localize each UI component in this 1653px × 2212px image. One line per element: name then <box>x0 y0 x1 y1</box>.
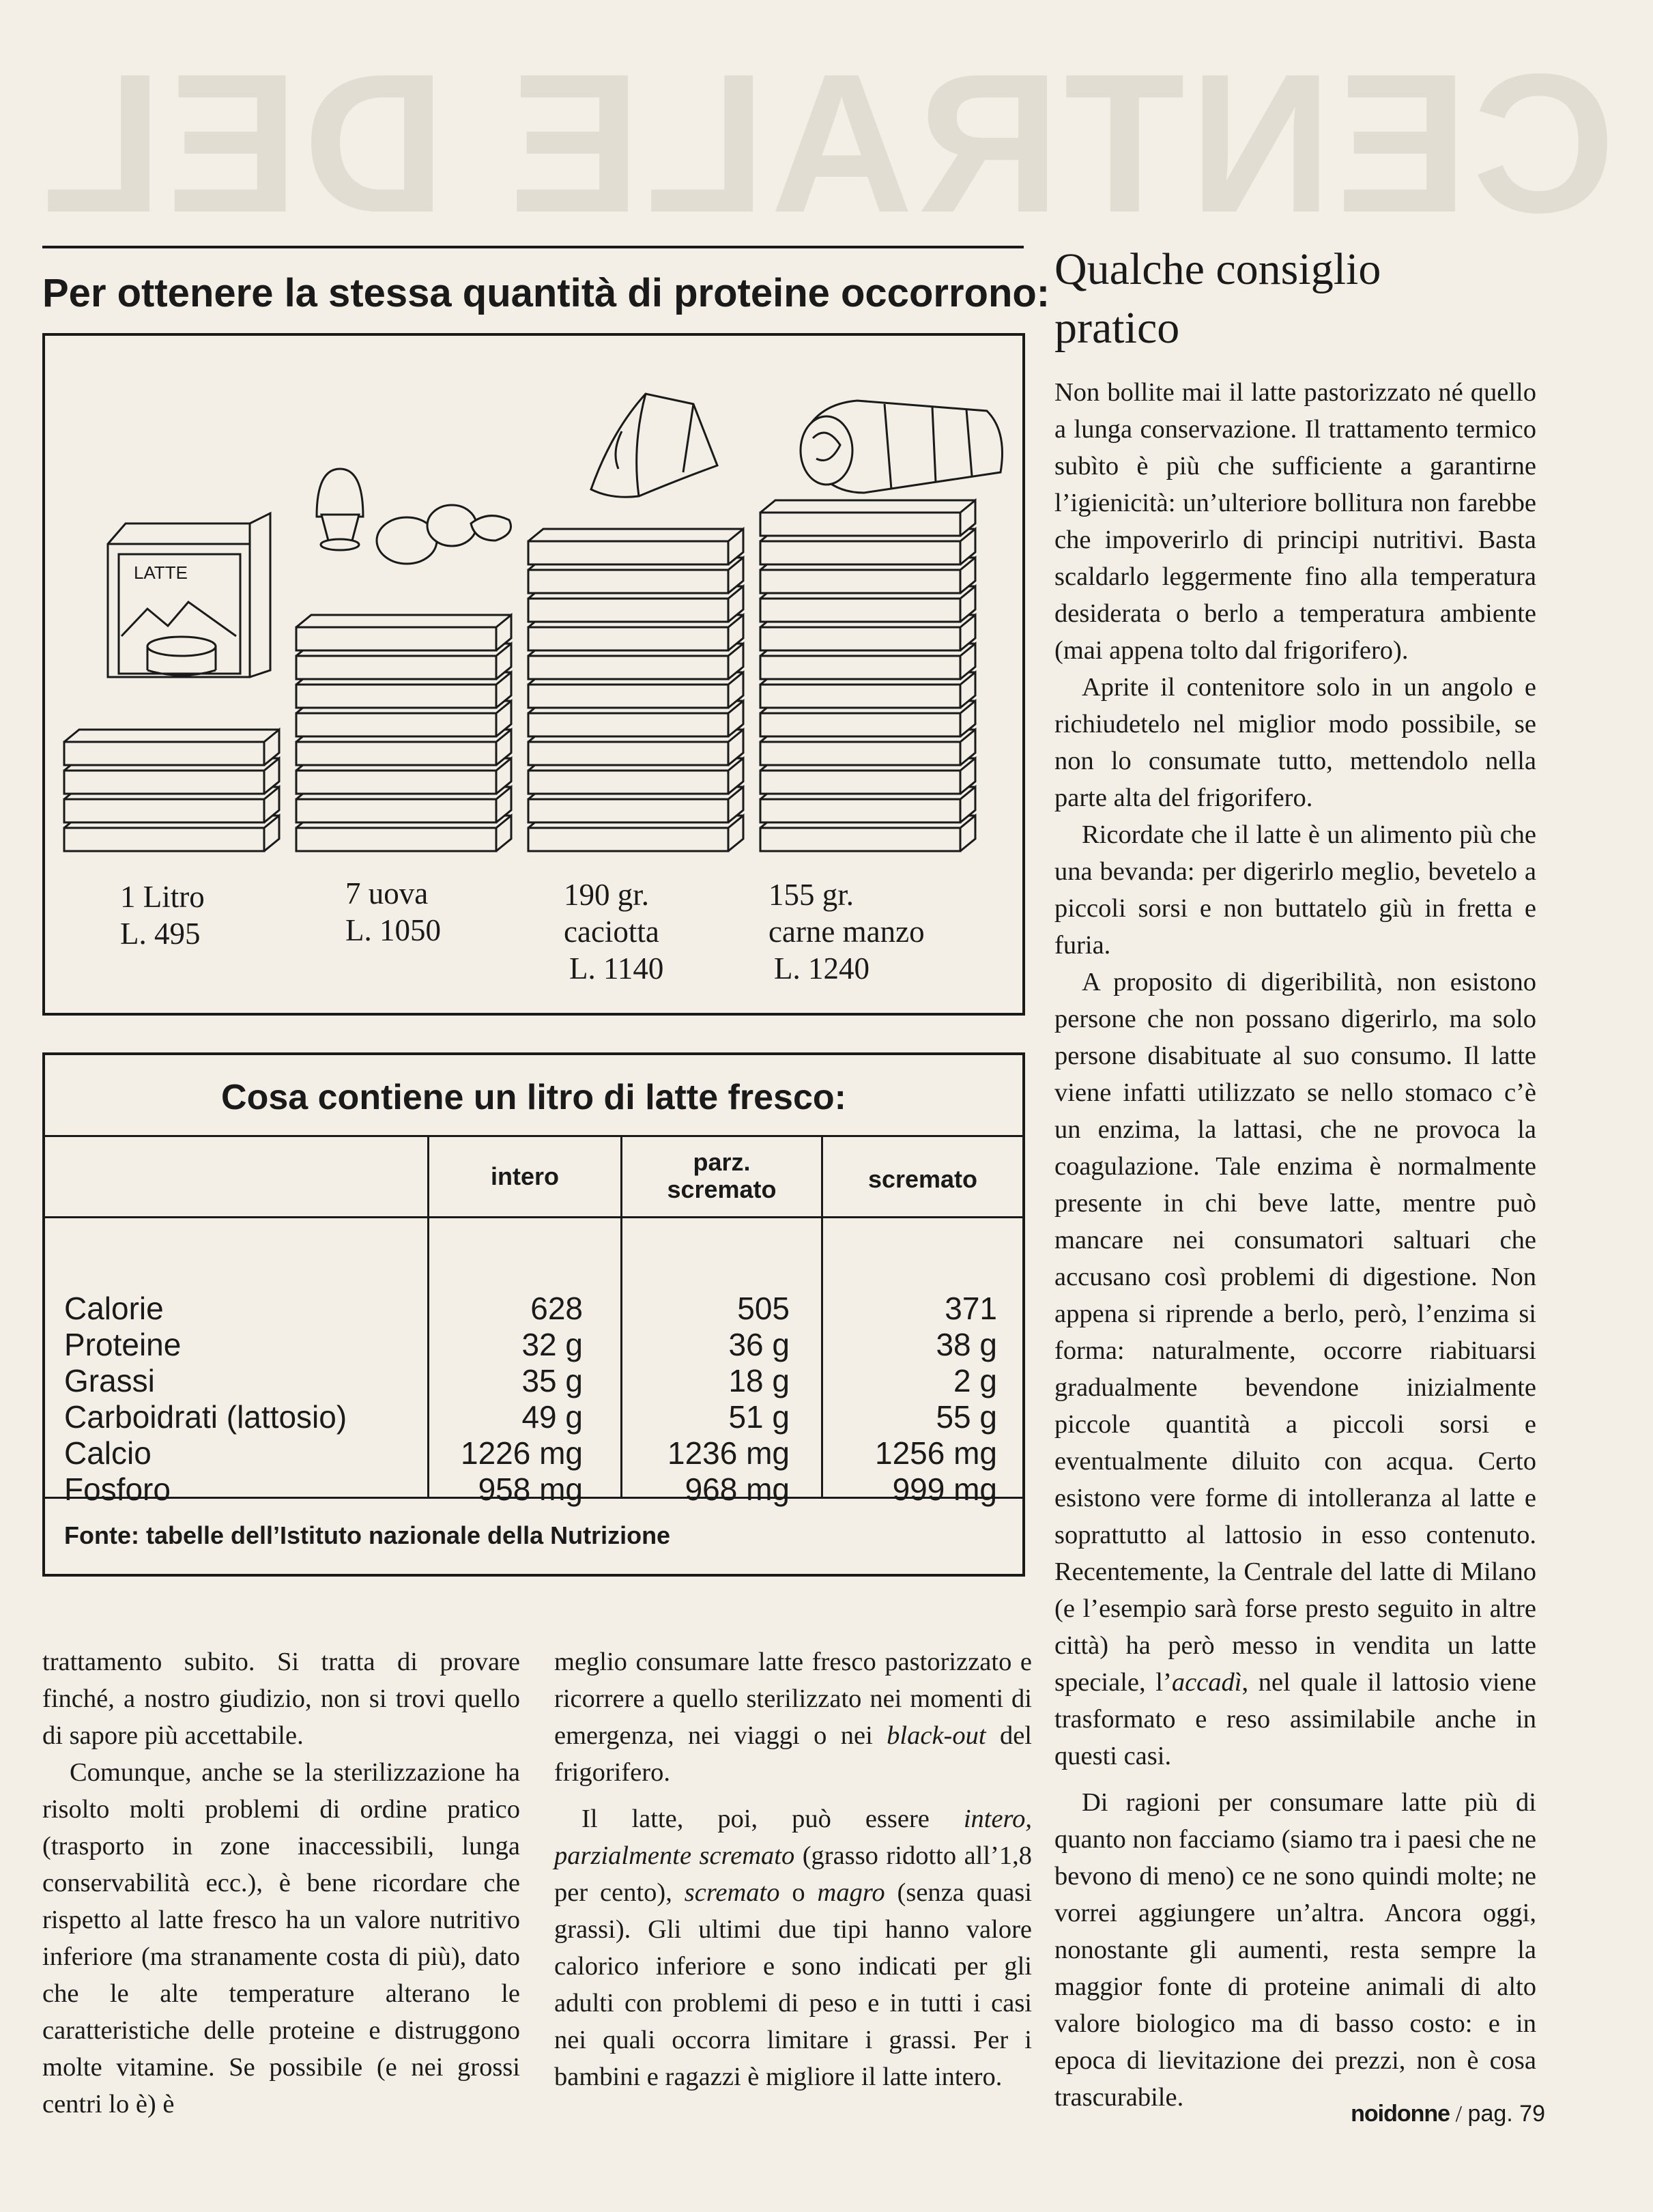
paragraph: Il latte, poi, può essere intero, parzialmente scremato (grasso ridotto all’1,8 per cento), scremato o magro (senza quasi grassi). Gli ultimi due tipi hanno valore calorico inferiore e sono indicati per gli adulti con problemi di peso e in tutti i casi nei quali occorra limitare i grassi. Per i bambini e ragazzi è migliore il latte intero. <box>554 1805 1032 2091</box>
meat-icon <box>801 401 1003 493</box>
cell-scremato: 1256 mg <box>874 1435 997 1471</box>
paragraph: Non bollite mai il latte pastorizzato né quello a lunga conservazione. Il trattamento termico subìto è più che sufficiente a garantirne l’igienicità: un’ulteriore bollitura non farebbe che impoverirlo di principi nutritivi. Basta scaldarlo leggermente fino alla temperatura desiderata o berlo a temperatura ambiente (mai appena tolto dal frigorifero). <box>1054 378 1536 665</box>
table-rule <box>45 1216 1022 1218</box>
cell-parz-scremato: 1236 mg <box>667 1435 790 1471</box>
paragraph: Di ragioni per consumare latte più di quanto non facciamo (siamo tra i paesi che ne bevono di meno) ce ne sono quindi molte; ne vorrei aggiungere un’altra. Ancora oggi, nonostante gli aumenti, resta sempre la maggior fonte di proteine animali di alto valore biologico ma di basso costo: e in epoca di lievitazione dei prezzi, non è cosa trascurabile. <box>1054 1788 1536 2112</box>
cell-scremato: 38 g <box>936 1327 997 1362</box>
cell-intero: 628 <box>530 1291 583 1326</box>
cell-parz-scremato: 505 <box>737 1291 790 1326</box>
table-source: Fonte: tabelle dell’Istituto nazionale della Nutrizione <box>64 1521 671 1549</box>
protein-comparison-box <box>42 333 1025 1016</box>
sidebar-body <box>1054 374 1536 2116</box>
cell-intero: 49 g <box>521 1399 583 1435</box>
magazine-name: noidonne <box>1351 2101 1450 2127</box>
row-label: Carboidrati (lattosio) <box>64 1399 347 1435</box>
col-header-scremato: scremato <box>867 1165 978 1193</box>
paragraph: trattamento subito. Si tratta di provare finché, a nostro giudizio, non si trovi quello di sapore più accettabile. <box>42 1648 520 1750</box>
cell-intero: 1226 mg <box>460 1435 583 1471</box>
item-caption-cheese: 190 gr. caciotta L. 1140 <box>564 878 664 986</box>
cheese-icon <box>591 394 717 497</box>
sidebar-title: Qualche consiglio pratico <box>1054 244 1381 353</box>
item-caption-meat: 155 gr. carne manzo L. 1240 <box>768 878 925 986</box>
cell-parz-scremato: 51 g <box>728 1399 790 1435</box>
stack-cheese-box <box>528 529 743 564</box>
carton-label: LATTE <box>134 562 188 583</box>
paragraph: meglio consumare latte fresco pastorizzato e ricorrere a quello sterilizzato nei momenti di emergenza, nei viaggi o nei black-out del frigorifero. <box>554 1648 1032 1787</box>
row-label: Calorie <box>64 1291 164 1326</box>
cell-intero: 35 g <box>521 1363 583 1398</box>
milk-carton-icon <box>108 513 270 677</box>
cell-intero: 32 g <box>521 1327 583 1362</box>
left-column <box>42 1643 520 2123</box>
page-number: pag. 79 <box>1467 2101 1545 2127</box>
col-header-parz-scremato: parz. scremato <box>667 1148 777 1203</box>
cell-scremato: 55 g <box>936 1399 997 1435</box>
background-ghost-text: CENTRALE DEL <box>38 41 1615 246</box>
cell-parz-scremato: 18 g <box>728 1363 790 1398</box>
paragraph: Comunque, anche se la sterilizzazione ha risolto molti problemi di ordine pratico (trasporto in zone inaccessibili, lunga conservabilità ecc.), è bene ricordare che rispetto al latte fresco ha un valore nutritivo inferiore (ma stranamente costa di più), dato che le alte temperature alterano le caratteristiche delle proteine e distruggono molte vitamine. Se possibile (e nei grossi centri lo è) è <box>42 1758 520 2118</box>
nutrition-title: Cosa contiene un litro di latte fresco: <box>221 1078 846 1117</box>
cell-parz-scremato: 968 mg <box>685 1471 790 1507</box>
top-rule <box>42 246 1024 248</box>
col-header-intero: intero <box>490 1162 559 1190</box>
table-rule <box>45 1135 1022 1137</box>
row-label: Fosforo <box>64 1471 171 1507</box>
cell-intero: 958 mg <box>478 1471 583 1507</box>
cell-scremato: 2 g <box>953 1363 997 1398</box>
cell-scremato: 371 <box>945 1291 997 1326</box>
page-footer <box>1351 2101 1545 2127</box>
eggs-icon <box>317 469 511 564</box>
cell-parz-scremato: 36 g <box>728 1327 790 1362</box>
paragraph: Ricordate che il latte è un alimento più che una bevanda: per digerirlo meglio, bevetelo a piccoli sorsi e non buttatelo giù in fretta e furia. <box>1054 820 1536 960</box>
nutrition-table-box <box>42 1052 1025 1577</box>
row-label: Calcio <box>64 1435 152 1471</box>
footer-separator: / <box>1455 2101 1463 2127</box>
stack-meat-box <box>760 500 975 536</box>
cell-scremato: 999 mg <box>892 1471 997 1507</box>
protein-title: Per ottenere la stessa quantità di proteine occorrono: <box>42 271 1050 315</box>
stack-milk-box <box>64 730 279 765</box>
item-caption-milk: 1 Litro L. 495 <box>120 880 205 951</box>
paragraph: A proposito di digeribilità, non esistono persone che non possano digerirlo, ma solo persone disabituate al suo consumo. Il latte viene infatti utilizzato se nello stomaco c’è un enzima, la lattasi, che ne provoca la coagulazione. Tale enzima è normalmente presente in chi beve latte, mentre può mancare nei consumatori saltuari che accusano così problemi di digestione. Non appena si riprende a berlo, però, l’enzima si forma: naturalmente, occorre riabituarsi gradualmente bevendone inizialmente piccole quantità a piccoli sorsi e eventualmente diluito con acqua. Certo esistono vere forme di intolleranza al latte e soprattutto al lattosio in esso contenuto. Recentemente, la Centrale del latte di Milano (e l’esempio sarà forse presto seguito in altre città) ha però messo in vendita un latte speciale, l’accadì, nel quale il lattosio viene trasformato e reso assimilabile anche in questi casi. <box>1054 968 1537 1770</box>
row-label: Proteine <box>64 1327 182 1362</box>
paragraph: Aprite il contenitore solo in un angolo e richiudetelo nel miglior modo possibile, se non lo consumate tutto, mettendolo nella parte alta del frigorifero. <box>1054 673 1536 812</box>
row-label: Grassi <box>64 1363 155 1398</box>
item-caption-eggs: 7 uova L. 1050 <box>345 876 441 947</box>
middle-column <box>554 1643 1032 2095</box>
stack-eggs-box <box>296 615 511 650</box>
